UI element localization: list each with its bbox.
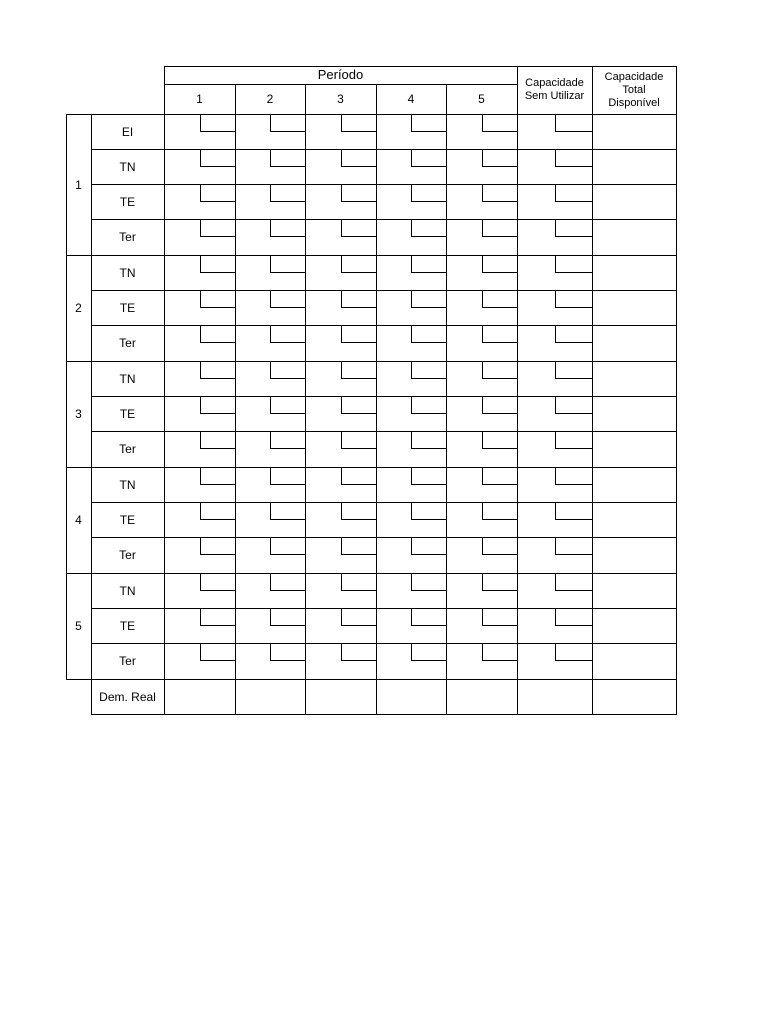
cost-corner-box (341, 396, 376, 414)
cost-corner-box (341, 255, 376, 273)
group-label-5: 5 (75, 619, 82, 633)
capacidade-total-disponivel-header (592, 66, 676, 114)
cost-corner-box (482, 396, 517, 414)
cost-corner-box (555, 184, 592, 202)
cost-corner-box (482, 608, 517, 626)
row-line-17 (91, 714, 677, 715)
cost-corner-box (555, 573, 592, 591)
cost-corner-box (555, 643, 592, 661)
row-label-g2-tn: TN (119, 265, 136, 280)
cost-corner-box (341, 149, 376, 167)
cost-corner-box (482, 114, 517, 132)
row-label-g4-te: TE (119, 512, 136, 527)
group-divider-4 (66, 573, 92, 574)
period-col-line-5 (446, 84, 447, 715)
cost-corner-box (270, 114, 305, 132)
cost-corner-box (411, 184, 446, 202)
period-col-line-3 (305, 84, 306, 715)
group-divider-3 (66, 467, 92, 468)
cost-corner-box (411, 431, 446, 449)
cost-corner-box (270, 396, 305, 414)
cost-corner-box (411, 573, 446, 591)
periodo-header: Período (317, 67, 364, 82)
cost-corner-box (270, 573, 305, 591)
cost-corner-box (341, 431, 376, 449)
row-label-g4-ter: Ter (119, 548, 136, 562)
row-label-g2-ter: Ter (119, 336, 136, 350)
capacidade-sem-utilizar-line-2: Sem Utilizar (524, 90, 585, 102)
cost-corner-box (555, 255, 592, 273)
cost-corner-box (270, 255, 305, 273)
cost-corner-box (411, 502, 446, 520)
cost-corner-box (200, 149, 235, 167)
cost-corner-box (411, 255, 446, 273)
row-line-16 (91, 679, 677, 680)
cost-corner-box (270, 643, 305, 661)
cost-corner-box (341, 219, 376, 237)
row-label-g1-te: TE (119, 194, 136, 209)
capacidade-total-line-1: Capacidade (604, 70, 664, 83)
cost-corner-box (482, 467, 517, 485)
cost-corner-box (200, 361, 235, 379)
capacidade-sem-utilizar-header (517, 66, 592, 114)
cost-corner-box (200, 537, 235, 555)
cost-corner-box (270, 361, 305, 379)
cost-corner-box (411, 396, 446, 414)
cost-corner-box (341, 537, 376, 555)
group-label-1: 1 (75, 177, 82, 192)
cost-corner-box (200, 219, 235, 237)
cost-corner-box (555, 361, 592, 379)
period-header-3: 3 (337, 92, 344, 106)
group-label-4: 4 (75, 513, 82, 527)
group-label-3: 3 (75, 407, 82, 421)
cost-corner-box (482, 573, 517, 591)
cost-corner-box (270, 467, 305, 485)
row-label-g4-tn: TN (119, 477, 136, 492)
cost-corner-box (200, 114, 235, 132)
cost-corner-box (270, 325, 305, 343)
period-col-line-2 (235, 84, 236, 715)
cost-corner-box (341, 643, 376, 661)
cost-corner-box (341, 502, 376, 520)
cost-corner-box (270, 431, 305, 449)
cost-corner-box (482, 502, 517, 520)
capacidade-sem-utilizar-line-1: Capacidade (525, 77, 584, 89)
cost-corner-box (482, 361, 517, 379)
period-header-5: 5 (478, 92, 485, 106)
cost-corner-box (555, 537, 592, 555)
header-top-line (164, 66, 677, 67)
row-label-g2-te: TE (119, 300, 136, 315)
cost-corner-box (411, 114, 446, 132)
cost-corner-box (411, 149, 446, 167)
cost-corner-box (200, 396, 235, 414)
cost-corner-box (555, 219, 592, 237)
group-divider-2 (66, 361, 92, 362)
cost-corner-box (411, 608, 446, 626)
cost-corner-box (411, 537, 446, 555)
cost-corner-box (200, 467, 235, 485)
cost-corner-box (341, 608, 376, 626)
cost-corner-box (200, 608, 235, 626)
cost-corner-box (411, 290, 446, 308)
row-label-g1-ter: Ter (119, 230, 136, 244)
cost-corner-box (482, 325, 517, 343)
group-label-2: 2 (75, 301, 82, 315)
row-label-g5-te: TE (119, 618, 136, 633)
group-divider-1 (66, 255, 92, 256)
period-header-1: 1 (196, 92, 203, 106)
group-col-left-line (66, 114, 67, 680)
cost-corner-box (270, 537, 305, 555)
cost-corner-box (341, 325, 376, 343)
period-header-2: 2 (266, 92, 274, 106)
cost-corner-box (200, 325, 235, 343)
cost-corner-box (482, 255, 517, 273)
cost-corner-box (341, 184, 376, 202)
cost-corner-box (555, 467, 592, 485)
table-left-line (164, 66, 165, 715)
cost-corner-box (341, 290, 376, 308)
cost-corner-box (270, 502, 305, 520)
periodo-divider-line (164, 84, 518, 85)
group-divider-0 (66, 114, 92, 115)
capacidade-total-left-line (592, 66, 593, 715)
cost-corner-box (482, 431, 517, 449)
cost-corner-box (200, 643, 235, 661)
cost-corner-box (482, 149, 517, 167)
row-label-g3-tn: TN (119, 371, 136, 386)
cost-corner-box (200, 184, 235, 202)
period-col-line-4 (376, 84, 377, 715)
cost-corner-box (482, 219, 517, 237)
row-label-g1-tn: TN (119, 159, 136, 174)
cost-corner-box (555, 149, 592, 167)
group-divider-5 (66, 679, 92, 680)
cost-corner-box (555, 502, 592, 520)
cost-corner-box (411, 643, 446, 661)
capacidade-total-line-2: Total (622, 83, 646, 96)
cost-corner-box (200, 502, 235, 520)
cost-corner-box (270, 219, 305, 237)
row-label-g5-tn: TN (119, 583, 136, 598)
cost-corner-box (341, 467, 376, 485)
cost-corner-box (482, 184, 517, 202)
cost-corner-box (270, 290, 305, 308)
cost-corner-box (270, 608, 305, 626)
cost-corner-box (200, 255, 235, 273)
cost-corner-box (341, 573, 376, 591)
cost-corner-box (555, 431, 592, 449)
row-label-g1-ei: EI (121, 124, 134, 139)
period-header-4: 4 (407, 92, 415, 106)
cost-corner-box (411, 219, 446, 237)
cost-corner-box (270, 149, 305, 167)
cost-corner-box (341, 361, 376, 379)
cost-corner-box (411, 325, 446, 343)
cost-corner-box (555, 325, 592, 343)
capacidade-total-line-3: Disponível (608, 96, 660, 109)
cost-corner-box (200, 431, 235, 449)
cost-corner-box (482, 290, 517, 308)
row-label-col-left-line (91, 114, 92, 715)
cost-corner-box (555, 396, 592, 414)
cost-corner-box (555, 608, 592, 626)
cost-corner-box (200, 573, 235, 591)
cost-corner-box (482, 643, 517, 661)
row-label-g5-ter: Ter (119, 654, 136, 668)
row-label-g3-te: TE (119, 406, 136, 421)
cost-corner-box (411, 467, 446, 485)
cost-corner-box (341, 114, 376, 132)
cost-corner-box (555, 290, 592, 308)
capacidade-sem-utilizar-left-line (517, 66, 518, 715)
cost-corner-box (555, 114, 592, 132)
dem-real-label: Dem. Real (99, 689, 156, 704)
cost-corner-box (200, 290, 235, 308)
cost-corner-box (411, 361, 446, 379)
cost-corner-box (270, 184, 305, 202)
row-label-g3-ter: Ter (119, 442, 136, 456)
table-right-line (676, 66, 677, 715)
cost-corner-box (482, 537, 517, 555)
